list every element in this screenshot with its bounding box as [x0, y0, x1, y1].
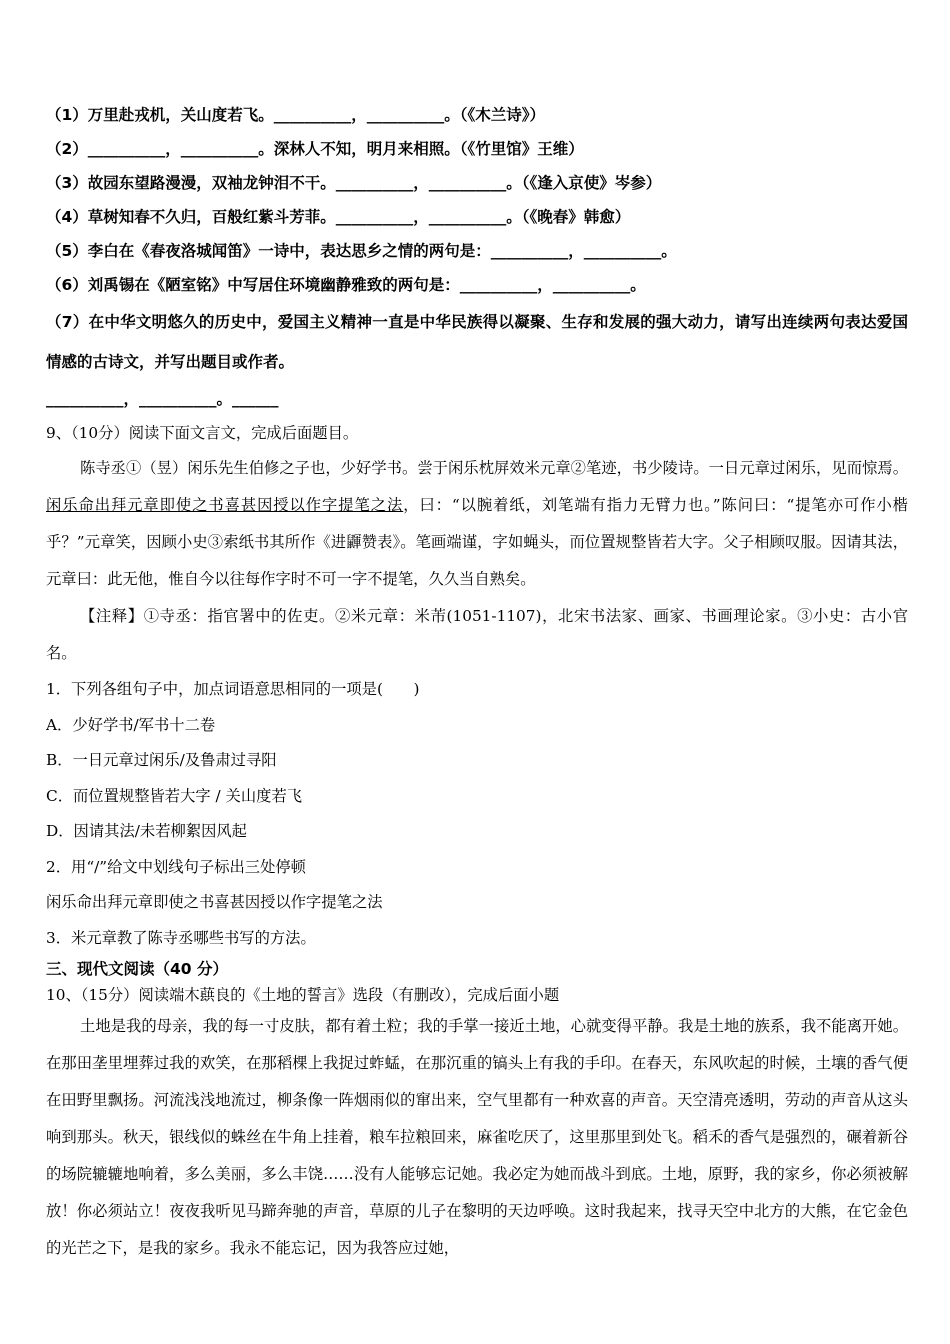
q10-passage: 土地是我的母亲，我的每一寸皮肤，都有着土粒；我的手掌一接近土地，心就变得平静。我是土地的族系，我不能离开她。在那田垄里埋葬过我的欢笑，在那稻棵上我捉过蚱蜢，在那沉重的镐头上有我的手印。在春天，东风吹起的时候，土壤的香气便在田野里飘扬。河流浅浅地流过，柳条像一阵烟雨似的窜出来，空气里都有一种欢喜的声音。天空清亮透明，劳动的声音从这头响到那头。秋天，银线似的蛛丝在牛角上挂着，粮车拉粮回来，麻雀吃厌了，这里那里到处飞。稻禾的香气是强烈的，碾着新谷的场院辘辘地响着，多么美丽，多么丰饶……没有人能够忘记她。我必定为她而战斗到底。土地，原野，我的家乡，你必须被解放！你必须站立！夜夜我听见马蹄奔驰的声音，草原的儿子在黎明的天边呼唤。这时我起来，找寻天空中北方的大熊，在它金色的光芒之下，是我的家乡。我永不能忘记，因为我答应过她， [46, 1017, 908, 1257]
q9-sub-1: 1．下列各组句子中，加点词语意思相同的一项是( ) [46, 680, 420, 698]
q9-option-c: C．而位置规整皆若大字 / 关山度若飞 [46, 786, 303, 805]
q9-sub-2-sentence: 闲乐命出拜元章即使之书喜甚因授以作字提笔之法 [46, 893, 383, 911]
q8-item-3: （3）故园东望路漫漫，双袖龙钟泪不干。__________，__________。（《逢入京使》岑参） [46, 174, 662, 192]
q10-title: 10、（15分）阅读端木蕻良的《土地的誓言》选段（有删改），完成后面小题 [46, 986, 560, 1004]
q9-option-b: B．一日元章过闲乐/及鲁肃过寻阳 [46, 751, 277, 769]
q9-underlined-sentence: 闲乐命出拜元章即使之书喜甚因授以作字提笔之法 [46, 496, 404, 514]
q9-passage-part-b: ，曰：“以腕着纸，刘笔端有指力无臂力也。”陈问曰：“提笔亦可作小楷乎？”元章笑，因顾小史③索纸书其所作《进鼲赞表》。笔画端谨，字如蝇头，而位置规整皆若大字。父子相顾叹服。因请其法，元章曰：此无他，惟自今以往每作字时不可一字不提笔，久久当自熟矣。 [46, 496, 908, 588]
q9-passage-part-a: 陈寺丞①（昱）闲乐先生伯修之子也，少好学书。尝于闲乐枕屏效米元章②笔迹，书少陵诗。一日元章过闲乐，见而惊焉。 [80, 459, 908, 477]
q8-item-5: （5）李白在《春夜洛城闻笛》一诗中，表达思乡之情的两句是：__________，__________。 [46, 242, 677, 260]
q8-item-6: （6）刘禹锡在《陋室铭》中写居住环境幽静雅致的两句是：__________，__________。 [46, 276, 646, 294]
q9-option-d: D．因请其法/未若柳絮因风起 [46, 822, 247, 840]
q9-sub-2: 2．用“/”给文中划线句子标出三处停顿 [46, 857, 306, 876]
q9-note: 【注释】①寺丞：指官署中的佐吏。②米元章：米芾(1051-1107)，北宋书法家、画家、书画理论家。③小史：古小官名。 [46, 607, 908, 662]
q8-item-7-blanks: __________，__________。______ [46, 390, 279, 408]
q8-item-1: （1）万里赴戎机，关山度若飞。__________，__________。（《木兰诗》） [46, 106, 546, 124]
section-3-heading: 三、现代文阅读（40 分） [46, 960, 228, 978]
q8-item-2: （2）__________，__________。深林人不知，明月来相照。（《竹里馆》王维） [46, 140, 584, 158]
q9-title: 9、（10分）阅读下面文言文，完成后面题目。 [46, 424, 359, 442]
q9-option-a: A．少好学书/军书十二卷 [46, 715, 216, 734]
exam-page [46, 98, 908, 1267]
q8-item-7: （7）在中华文明悠久的历史中，爱国主义精神一直是中华民族得以凝聚、生存和发展的强大动力，请写出连续两句表达爱国情感的古诗文，并写出题目或作者。 [46, 313, 908, 371]
q9-passage [46, 450, 908, 598]
q9-sub-3: 3．米元章教了陈寺丞哪些书写的方法。 [46, 928, 316, 947]
q8-item-4: （4）草树知春不久归，百般红紫斗芳菲。__________，__________。（《晚春》韩愈） [46, 208, 631, 226]
